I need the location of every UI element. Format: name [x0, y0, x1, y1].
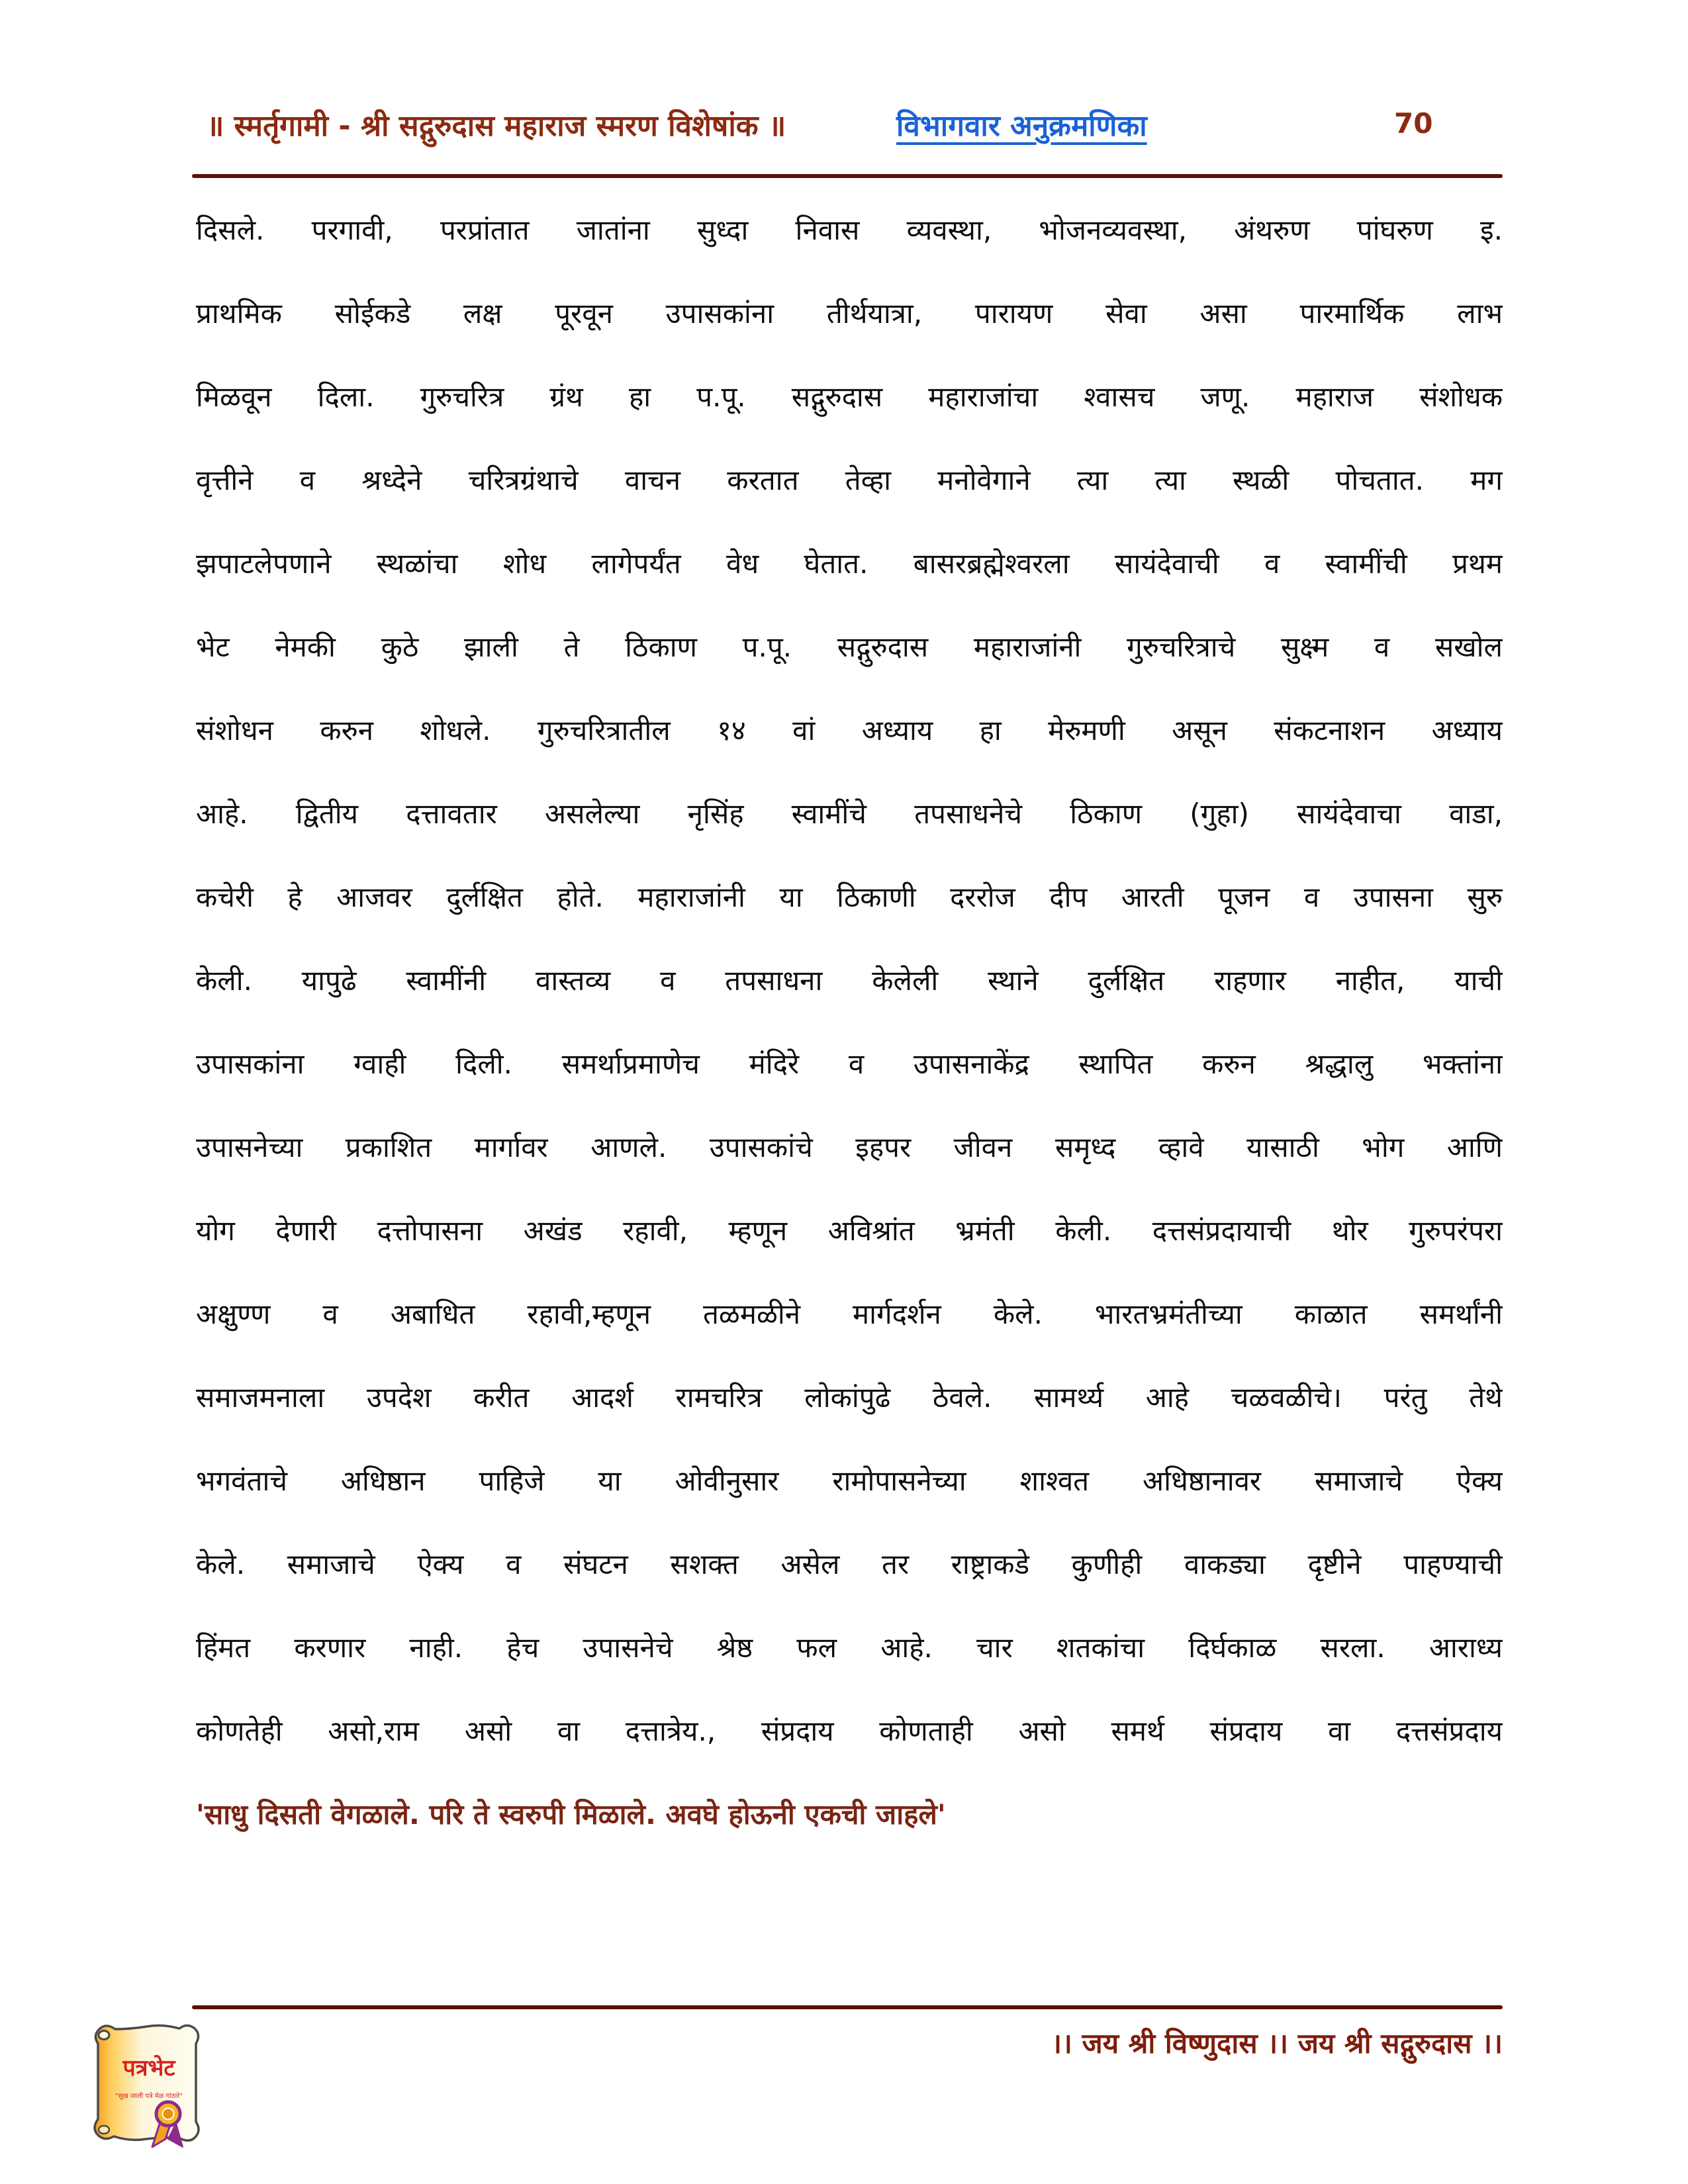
text-line: आहे. द्वितीय दत्तावतार असलेल्या नृसिंह स्वामींचे तपसाधनेचे ठिकाण (गुहा) सायंदेवाचा वाडा, [196, 797, 1503, 830]
header-rule [192, 174, 1503, 178]
text-line: वृत्तीने व श्रध्देने चरित्रग्रंथाचे वाचन करतात तेव्हा मनोवेगाने त्या त्या स्थळी पोचतात. मग [196, 464, 1503, 496]
text-line: झपाटलेपणाने स्थळांचा शोध लागेपर्यंत वेध घेतात. बासरब्रह्मेश्वरला सायंदेवाची व स्वामींची प्रथम [196, 547, 1503, 580]
body-paragraph [196, 196, 1503, 1864]
text-line: केली. यापुढे स्वामींनी वास्तव्य व तपसाधना केलेली स्थाने दुर्लक्षित राहणार नाहीत, याची [196, 964, 1503, 997]
text-line: संशोधन करुन शोधले. गुरुचरित्रातील १४ वां अध्याय हा मेरुमणी असून संकटनाशन अध्याय [196, 714, 1503, 747]
text-line: समाजमनाला उपदेश करीत आदर्श रामचरित्र लोकांपुढे ठेवले. सामर्थ्य आहे चळवळीचे। परंतु तेथे [196, 1381, 1503, 1414]
footer-rule [192, 2005, 1503, 2009]
page-number: 70 [1394, 107, 1433, 140]
text-line: प्राथमिक सोईकडे लक्ष पूरवून उपासकांना तीर्थयात्रा, पारायण सेवा असा पारमार्थिक लाभ [196, 297, 1503, 330]
scroll-curl-hole-bottom [99, 2126, 109, 2134]
text-line: कचेरी हे आजवर दुर्लक्षित होते. महाराजांनी या ठिकाणी दररोज दीप आरती पूजन व उपासना सुरु [196, 881, 1503, 913]
quote-line: 'साधु दिसती वेगळाले. परि ते स्वरुपी मिळाले. अवघे होऊनी एकची जाहले' [196, 1798, 946, 1831]
text-line: दिसले. परगावी, परप्रांतात जातांना सुध्दा निवास व्यवस्था, भोजनव्यवस्था, अंथरुण पांघरुण इ. [196, 214, 1503, 246]
scroll-body [95, 2026, 199, 2141]
text-line: हिंमत करणार नाही. हेच उपासनेचे श्रेष्ठ फल आहे. चार शतकांचा दिर्घकाळ सरला. आराध्य [196, 1631, 1503, 1664]
text-line: भेट नेमकी कुठे झाली ते ठिकाण प.पू. सद्गुरुदास महाराजांनी गुरुचरित्राचे सुक्ष्म व सखोल [196, 631, 1503, 663]
text-line: योग देणारी दत्तोपासना अखंड रहावी, म्हणून अविश्रांत भ्रमंती केली. दत्तसंप्रदायाची थोर गुरुपरंपरा [196, 1214, 1503, 1247]
rosette-inner [163, 2109, 174, 2120]
page-title: ॥ स्मर्तृगामी - श्री सद्गुरुदास महाराज स्मरण विशेषांक ॥ [207, 109, 786, 143]
logo-tagline: "सुख जाली पत्रे मेळ गांठारे" [115, 2093, 183, 2100]
text-line: अक्षुण्ण व अबाधित रहावी,म्हणून तळमळीने मार्गदर्शन केले. भारतभ्रमंतीच्या काळात समर्थांनी [196, 1298, 1503, 1330]
footer-blessing: ।। जय श्री विष्णुदास ।। जय श्री सद्गुरुदास ।। [1051, 2027, 1503, 2060]
logo-title: पत्रभेट [122, 2055, 175, 2081]
scroll-curl-hole [99, 2031, 109, 2040]
patrabhet-scroll-icon [83, 2015, 216, 2155]
text-line: उपासकांना ग्वाही दिली. समर्थाप्रमाणेच मंदिरे व उपासनाकेंद्र स्थापित करुन श्रद्धालु भक्तांना [196, 1048, 1503, 1080]
text-line: कोणतेही असो,राम असो वा दत्तात्रेय., संप्रदाय कोणताही असो समर्थ संप्रदाय वा दत्तसंप्रदाय [196, 1715, 1503, 1747]
text-line: मिळवून दिला. गुरुचरित्र ग्रंथ हा प.पू. सद्गुरुदास महाराजांचा श्वासच जणू. महाराज संशोधक [196, 381, 1503, 413]
text-line: भगवंताचे अधिष्ठान पाहिजे या ओवीनुसार रामोपासनेच्या शाश्वत अधिष्ठानावर समाजाचे ऐक्य [196, 1465, 1503, 1497]
toc-link[interactable]: विभागवार अनुक्रमणिका [896, 109, 1147, 143]
text-line: उपासनेच्या प्रकाशित मार्गावर आणले. उपासकांचे इहपर जीवन समृध्द व्हावे यासाठी भोग आणि [196, 1131, 1503, 1163]
text-line: केले. समाजाचे ऐक्य व संघटन सशक्त असेल तर राष्ट्राकडे कुणीही वाकड्या दृष्टीने पाहण्याची [196, 1548, 1503, 1580]
